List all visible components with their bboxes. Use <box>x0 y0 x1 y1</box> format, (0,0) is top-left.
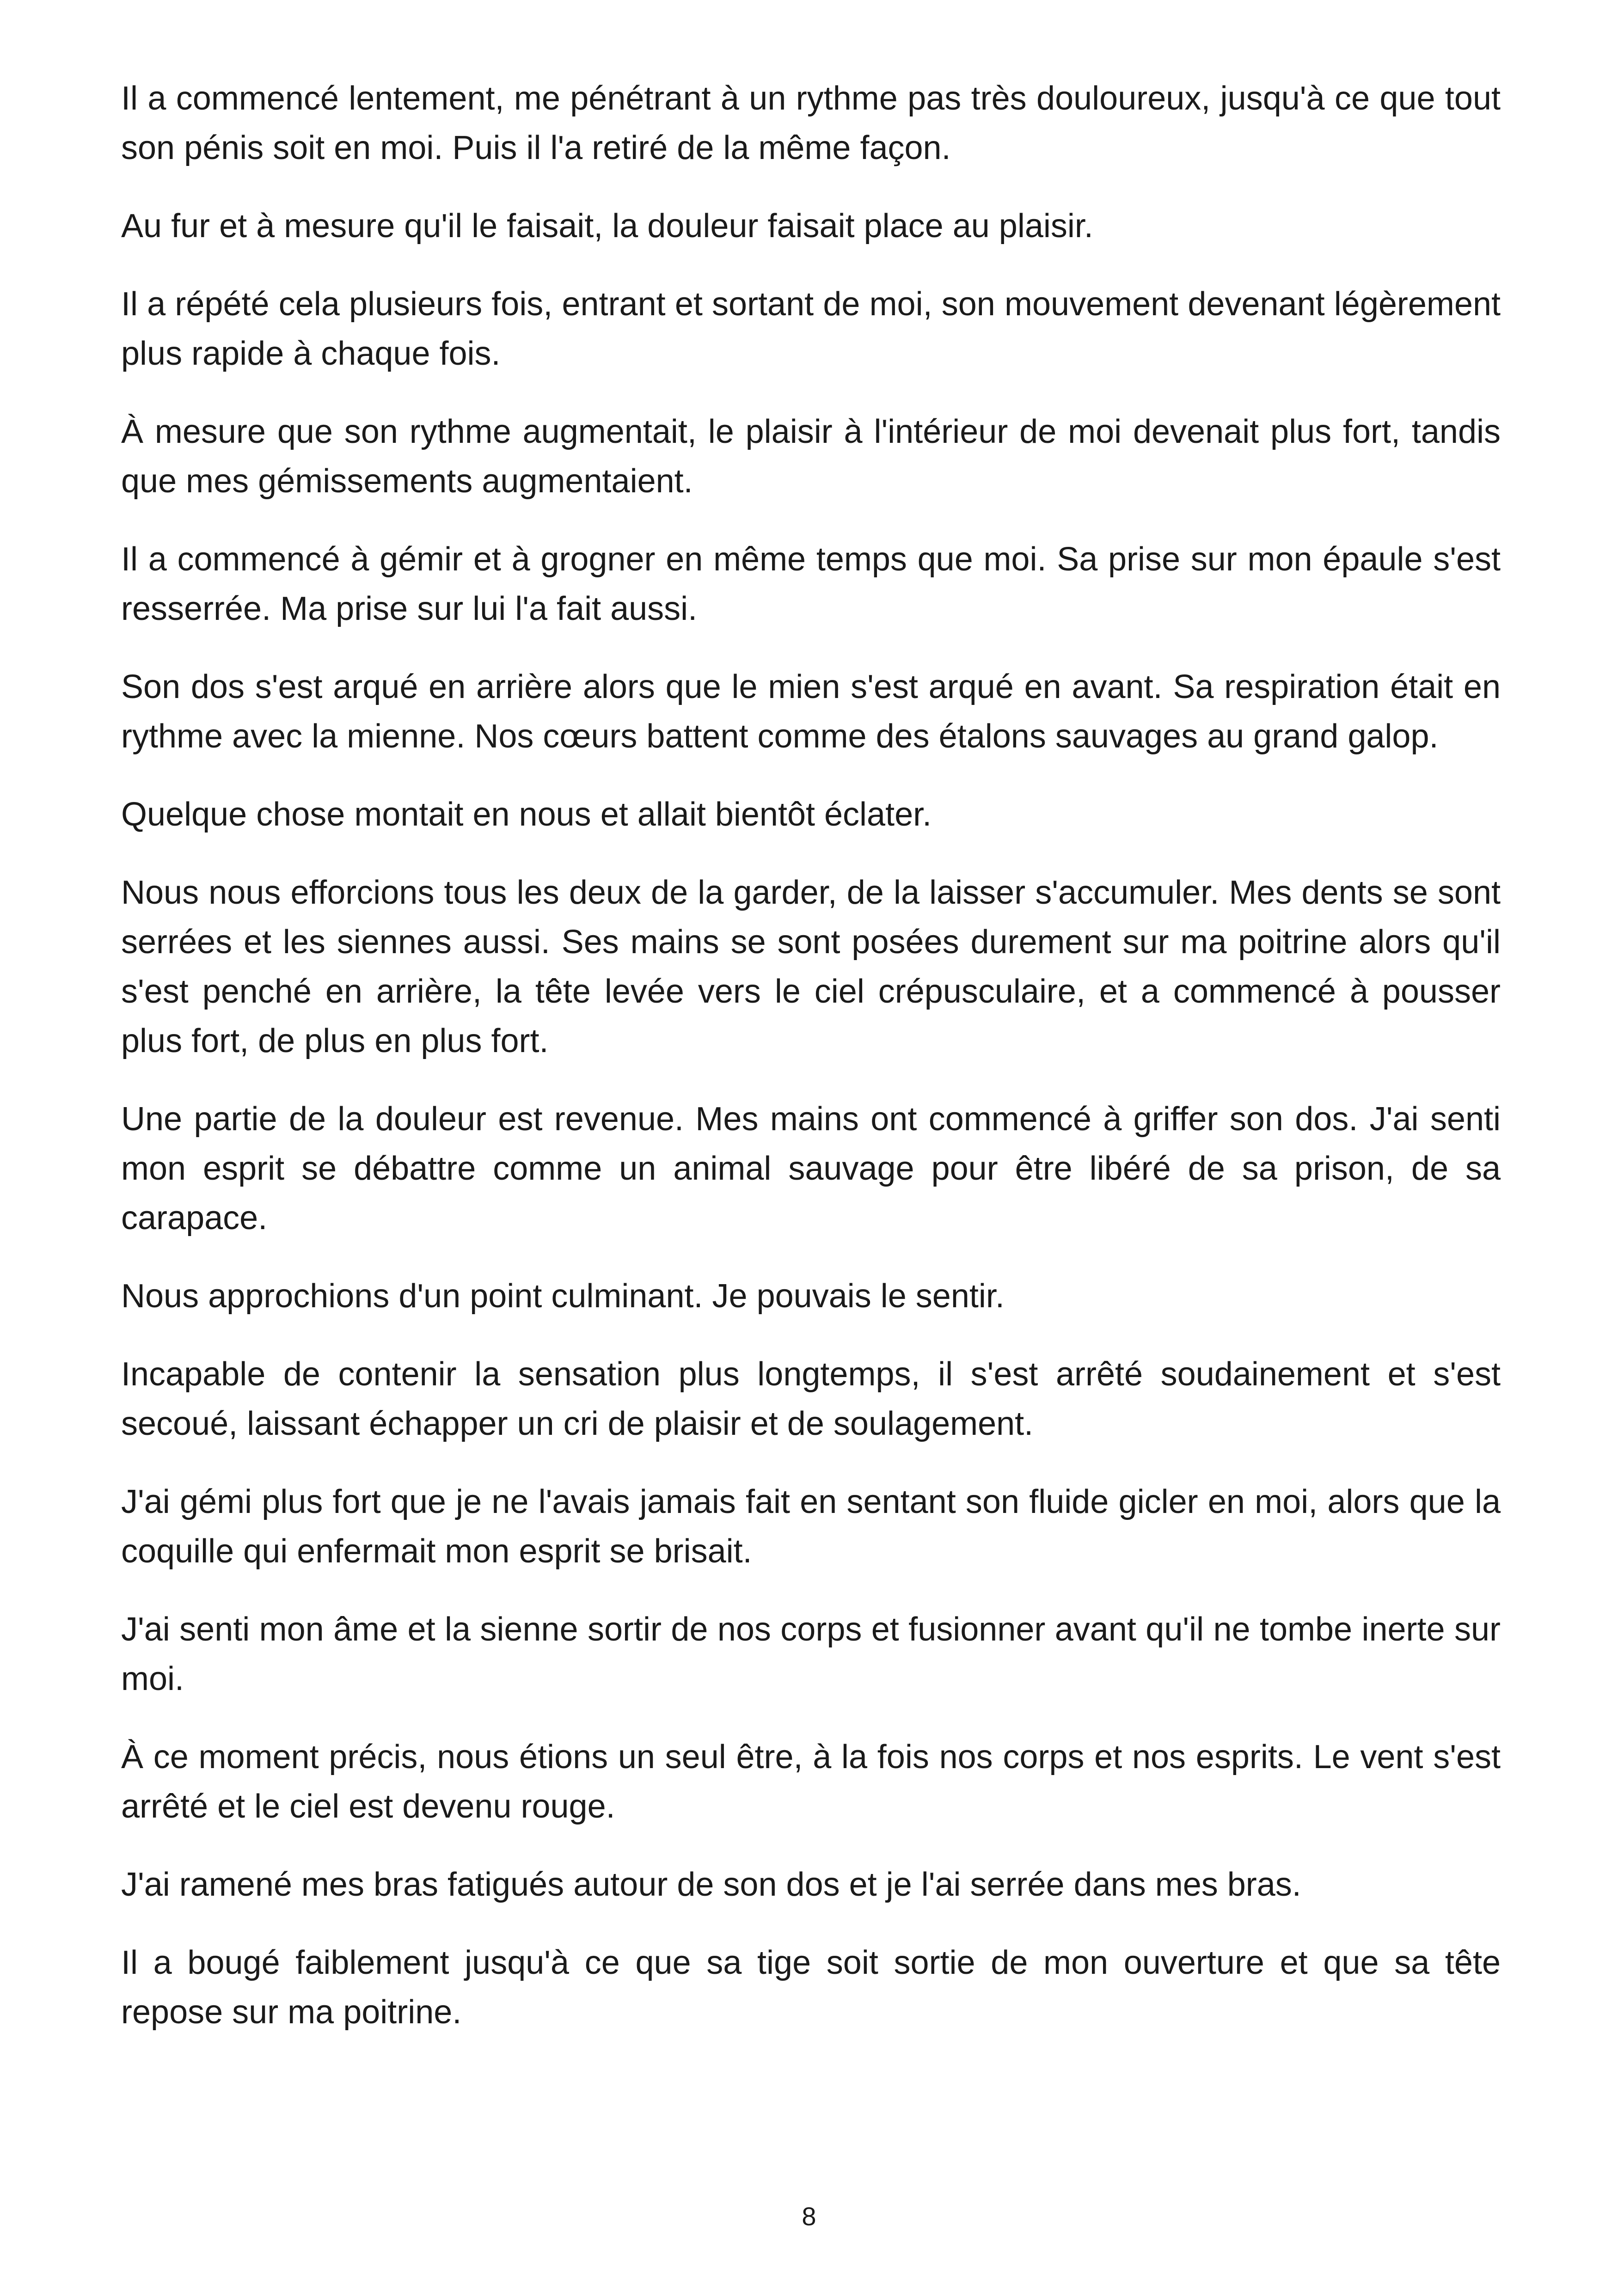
paragraph-3: Il a répété cela plusieurs fois, entrant et sortant de moi, son mouvement devenant légèrement plus rapide à chaque fois. <box>121 286 1501 372</box>
paragraph-8: Nous nous efforcions tous les deux de la garder, de la laisser s'accumuler. Mes dents se sont serrées et les siennes aussi. Ses mains se sont posées durement sur ma poitrine alors qu'il s'est penché en arrière, la tête levée vers le ciel crépusculaire, et a commencé à pousser plus fort, de plus en plus fort. <box>121 874 1501 1059</box>
paragraph-9: Une partie de la douleur est revenue. Mes mains ont commencé à griffer son dos. J'ai senti mon esprit se débattre comme un animal sauvage pour être libéré de sa prison, de sa carapace. <box>121 1101 1501 1237</box>
body-text <box>121 74 1501 2066</box>
paragraph-12: J'ai gémi plus fort que je ne l'avais jamais fait en sentant son fluide gicler en moi, alors que la coquille qui enfermait mon esprit se brisait. <box>121 1483 1501 1570</box>
paragraph-13: J'ai senti mon âme et la sienne sortir de nos corps et fusionner avant qu'il ne tombe inerte sur moi. <box>121 1611 1501 1697</box>
paragraph-4: À mesure que son rythme augmentait, le plaisir à l'intérieur de moi devenait plus fort, tandis que mes gémissements augmentaient. <box>121 413 1501 500</box>
page-number: 8 <box>802 2202 816 2231</box>
paragraph-6: Son dos s'est arqué en arrière alors que le mien s'est arqué en avant. Sa respiration était en rythme avec la mienne. Nos cœurs battent comme des étalons sauvages au grand galop. <box>121 668 1501 755</box>
paragraph-10: Nous approchions d'un point culminant. Je pouvais le sentir. <box>121 1278 1005 1315</box>
paragraph-2: Au fur et à mesure qu'il le faisait, la douleur faisait place au plaisir. <box>121 208 1093 245</box>
paragraph-14: À ce moment précis, nous étions un seul être, à la fois nos corps et nos esprits. Le vent s'est arrêté et le ciel est devenu rouge. <box>121 1739 1501 1825</box>
paragraph-7: Quelque chose montait en nous et allait bientôt éclater. <box>121 796 932 833</box>
paragraph-1: Il a commencé lentement, me pénétrant à un rythme pas très douloureux, jusqu'à ce que tout son pénis soit en moi. Puis il l'a retiré de la même façon. <box>121 80 1501 166</box>
paragraph-5: Il a commencé à gémir et à grogner en même temps que moi. Sa prise sur mon épaule s'est resserrée. Ma prise sur lui l'a fait aussi. <box>121 541 1501 627</box>
paragraph-16: Il a bougé faiblement jusqu'à ce que sa tige soit sortie de mon ouverture et que sa tête repose sur ma poitrine. <box>121 1944 1501 2031</box>
paragraph-11: Incapable de contenir la sensation plus longtemps, il s'est arrêté soudainement et s'est secoué, laissant échapper un cri de plaisir et de soulagement. <box>121 1356 1501 1442</box>
paragraph-15: J'ai ramené mes bras fatigués autour de son dos et je l'ai serrée dans mes bras. <box>121 1866 1301 1903</box>
